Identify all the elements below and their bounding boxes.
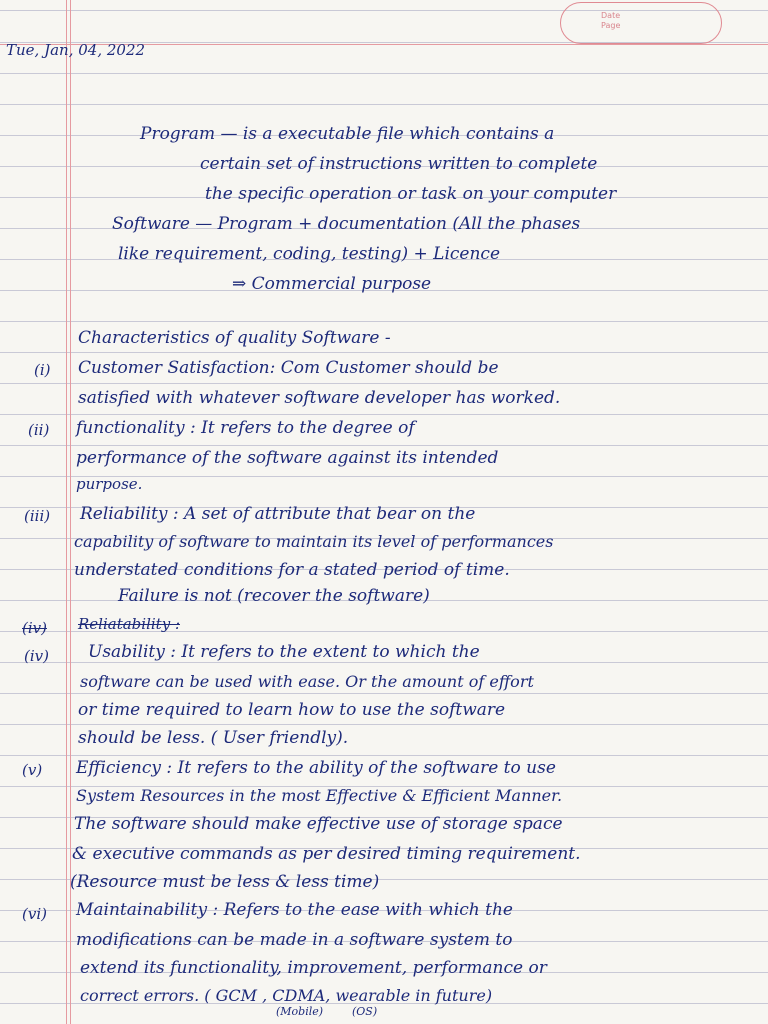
line: modifications can be made in a software system to	[76, 930, 513, 950]
line: certain set of instructions written to complete	[200, 154, 598, 174]
line: purpose.	[76, 475, 143, 493]
item-number: (vi)	[22, 905, 47, 923]
line: software can be used with ease. Or the amount of effort	[80, 672, 534, 691]
item-number: (ii)	[28, 421, 50, 439]
date-page-stamp	[560, 2, 722, 44]
line: correct errors. ( GCM , CDMA, wearable in future)	[80, 986, 493, 1005]
line: Reliability : A set of attribute that bear on the	[80, 504, 476, 524]
line: Customer Satisfaction: Com Customer should be	[78, 358, 499, 378]
margin-line	[70, 0, 71, 1024]
line: The software should make effective use of storage space	[74, 814, 563, 834]
item-number: (iv)	[24, 647, 49, 665]
line: functionality : It refers to the degree of	[76, 418, 415, 438]
line: Software — Program + documentation (All the phases	[112, 214, 581, 234]
line: capability of software to maintain its level of performances	[74, 532, 554, 551]
line: (Resource must be less & less time)	[70, 872, 380, 892]
margin-line	[66, 0, 67, 1024]
line: like requirement, coding, testing) + Licence	[118, 244, 501, 264]
line: understated conditions for a stated period of time.	[74, 560, 510, 580]
line: System Resources in the most Effective & Efficient Manner.	[76, 786, 563, 805]
line: should be less. ( User friendly).	[78, 728, 349, 748]
stamp-page-label: Page	[601, 21, 621, 30]
line: & executive commands as per desired timing requirement.	[72, 844, 581, 864]
line: ⇒ Commercial purpose	[232, 274, 432, 294]
line: Usability : It refers to the extent to which the	[88, 642, 480, 662]
struck-line: Reliatability :	[78, 615, 180, 633]
stamp-date-label: Date	[601, 11, 621, 20]
line: Failure is not (recover the software)	[118, 586, 430, 606]
line: the specific operation or task on your computer	[205, 184, 617, 204]
line: performance of the software against its intended	[76, 448, 499, 468]
line: satisfied with whatever software developer has worked.	[78, 388, 561, 408]
date-heading: Tue, Jan, 04, 2022	[6, 41, 146, 59]
line: or time required to learn how to use the software	[78, 700, 506, 720]
section-heading: Characteristics of quality Software -	[78, 328, 391, 348]
line: Program — is a executable file which contains a	[140, 124, 555, 144]
line: Maintainability : Refers to the ease with which the	[76, 900, 513, 920]
item-number: (iv)	[22, 619, 47, 637]
line: Efficiency : It refers to the ability of the software to use	[76, 758, 556, 778]
annotation: (Mobile)	[276, 1005, 324, 1018]
line: extend its functionality, improvement, performance or	[80, 958, 547, 978]
item-number: (i)	[34, 361, 51, 379]
annotation: (OS)	[352, 1005, 378, 1018]
item-number: (iii)	[24, 507, 51, 525]
item-number: (v)	[22, 761, 43, 779]
